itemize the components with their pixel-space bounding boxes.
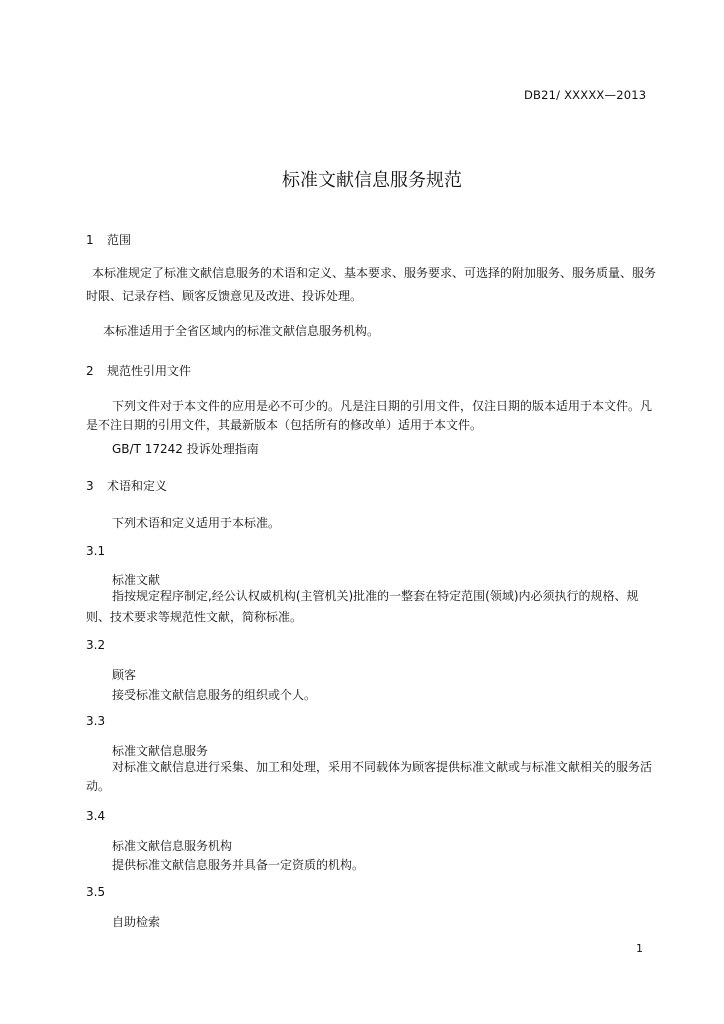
term-definition: 对标准文献信息进行采集、加工和处理，采用不同载体为顾客提供标准文献或与标准文献相关的服务活动。 <box>86 760 653 793</box>
section-title: 术语和定义 <box>107 479 168 493</box>
page-number: 1 <box>636 942 643 955</box>
term-definition: 接受标准文献信息服务的组织或个人。 <box>112 688 317 702</box>
term-number: 3.5 <box>86 885 106 899</box>
section-2-paragraph-1: 下列文件对于本文件的应用是必不可少的。凡是注日期的引用文件，仅注日期的版本适用于本文件。凡是不注日期的引用文件，其最新版本（包括所有的修改单）适用于本文件。 <box>86 399 653 432</box>
section-1-paragraph-2: 本标准适用于全省区域内的标准文献信息服务机构。 <box>103 324 380 338</box>
section-3-intro: 下列术语和定义适用于本标准。 <box>112 516 281 530</box>
section-1-paragraph-1: 本标准规定了标准文献信息服务的术语和定义、基本要求、服务要求、可选择的附加服务、服务质量、服务时限、记录存档、顾客反馈意见及改进、投诉处理。 <box>86 266 657 303</box>
term-name: 自助检索 <box>112 915 161 929</box>
term-number: 3.1 <box>86 544 106 558</box>
term-number: 3.4 <box>86 809 106 823</box>
term-number: 3.2 <box>86 638 106 652</box>
term-name: 顾客 <box>112 668 137 682</box>
section-2-heading <box>86 362 191 379</box>
term-definition: 指按规定程序制定,经公认权威机构(主管机关)批准的一整套在特定范围(领域)内必须执行的规格、规则、技术要求等规范性文献，简称标准。 <box>86 589 639 624</box>
section-title: 范围 <box>107 233 132 247</box>
section-number: 1 <box>86 233 94 247</box>
page-title: 标准文献信息服务规范 <box>282 170 462 191</box>
section-title: 规范性引用文件 <box>107 364 192 378</box>
term-name: 标准文献信息服务机构 <box>112 839 233 853</box>
section-number: 2 <box>86 364 94 378</box>
section-number: 3 <box>86 479 94 493</box>
term-definition: 提供标准文献信息服务并具备一定资质的机构。 <box>112 858 365 872</box>
section-1-heading <box>86 231 131 248</box>
term-name: 标准文献 <box>112 573 161 587</box>
normative-reference: GB/T 17242 投诉处理指南 <box>112 442 259 456</box>
term-name: 标准文献信息服务 <box>112 744 209 758</box>
section-3-heading <box>86 477 167 494</box>
standard-code-header: DB21/ XXXXX—2013 <box>524 88 647 102</box>
term-number: 3.3 <box>86 714 106 728</box>
